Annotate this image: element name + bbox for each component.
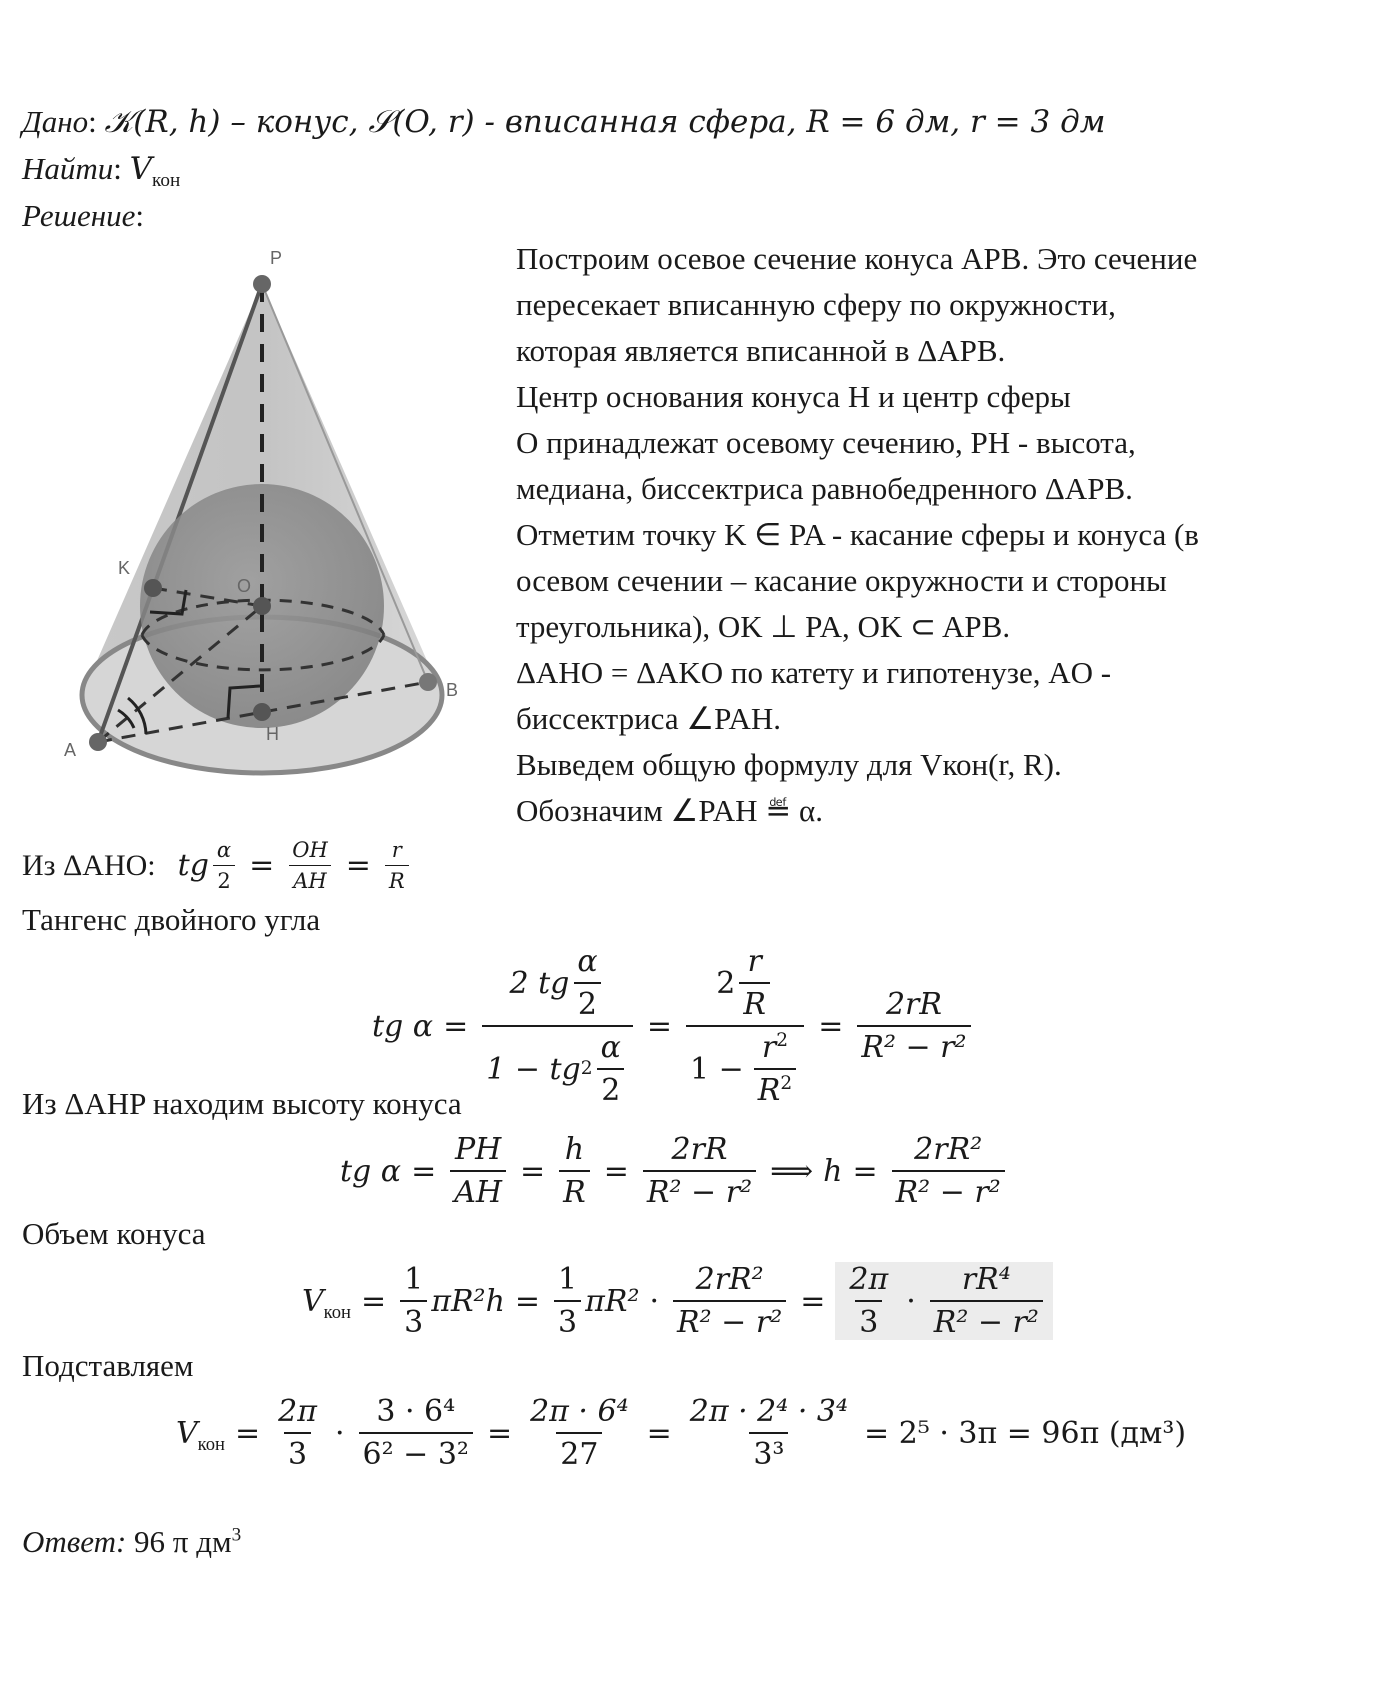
step2-R2: R xyxy=(757,1073,781,1108)
explanation-line: Отметим точку K ∈ PA - касание сферы и конуса (в xyxy=(516,517,1199,552)
step3-h: h xyxy=(564,1132,585,1167)
step5-c-num: 2π · 6⁴ xyxy=(530,1394,629,1429)
step3-h-lhs: h xyxy=(823,1153,843,1189)
step3-h-num: 2rR² xyxy=(914,1132,983,1167)
step3-num: 2rR xyxy=(671,1132,728,1167)
explanation-line: медиана, биссектриса равнобедренного ΔAPB. xyxy=(516,471,1133,506)
explanation-line: O принадлежат осевому сечению, PH - высота, xyxy=(516,425,1136,460)
answer-line xyxy=(22,1526,241,1557)
step3-h-den: R² − r² xyxy=(892,1170,1005,1210)
point-h xyxy=(253,703,271,721)
step1-alpha: α xyxy=(216,838,232,862)
solution-label: Решение xyxy=(22,198,136,233)
step4-equation: $V_{кон}$ = $\frac{1}{3}$ πR²h = $\frac{1}{3}$ πR² · $\frac{\text{2rR²}}{\text{R² − r²}}$ = $\frac{2\pi}{3}$ · $\frac{\text{rR⁴}}{\text{R² − r²}}$ xyxy=(302,1262,1053,1340)
step5-b-den: 6² − 3² xyxy=(359,1432,473,1472)
explanation-line: которая является вписанной в ΔAPB. xyxy=(516,333,1006,368)
step2-equation: tg α = 2 tg $\frac{\alpha}{2}$ 1 − tg 2 $\frac{\alpha}{2}$ = 2 $\frac{r}{R}$ 1 − $\frac{r^2}{R^2}$ = $\frac{2rR}{\text{R² − r²}}$ xyxy=(372,944,975,1108)
step5-sub: кон xyxy=(197,1433,226,1455)
step3-implies: ⟹ xyxy=(770,1153,814,1189)
step3-ah: AH xyxy=(450,1170,506,1210)
step1-tg: tg xyxy=(177,848,209,883)
find-v: V xyxy=(129,151,153,187)
step1-r: r xyxy=(391,838,402,862)
step4-f-num: 2rR² xyxy=(695,1262,764,1297)
answer-exp: 3 xyxy=(231,1524,242,1546)
step4-sub: кон xyxy=(323,1301,352,1323)
step1-r-over-R xyxy=(385,838,409,893)
step4-g-frac xyxy=(930,1262,1043,1340)
step5-d-den: 3³ xyxy=(749,1432,788,1472)
explanation-line: Центр основания конуса H и центр сферы xyxy=(516,379,1071,414)
explanation-line: треугольника), OK ⊥ PA, OK ⊂ APB. xyxy=(516,609,1011,644)
step2-alpha-den: α xyxy=(600,1030,621,1065)
label-b: B xyxy=(446,680,459,700)
step3-title xyxy=(22,1088,462,1119)
step4-pir2h: πR²h xyxy=(431,1283,505,1319)
step2-alpha: α xyxy=(577,944,598,979)
answer-value: 96 π дм xyxy=(134,1524,232,1559)
step2-two: 2 xyxy=(574,982,601,1022)
step2-res-num: 2rR xyxy=(885,987,942,1022)
solution-line: Решение: xyxy=(22,198,144,233)
point-p xyxy=(253,275,271,293)
explanation-line: Построим осевое сечение конуса APB. Это сечение xyxy=(516,241,1198,276)
given-label: Дано xyxy=(22,104,89,139)
step4-f-den: R² − r² xyxy=(673,1300,786,1340)
step2-r2: r xyxy=(761,1030,777,1065)
step4-three: 3 xyxy=(400,1300,427,1340)
step4-one: 1 xyxy=(404,1262,424,1297)
step1-oh: OH xyxy=(292,838,328,862)
find-sub: кон xyxy=(152,170,181,192)
step5-a xyxy=(274,1394,321,1472)
step5-a-den: 3 xyxy=(284,1432,311,1472)
step4-highlight: $\frac{2\pi}{3}$ · $\frac{\text{rR⁴}}{\text{R² − r²}}$ xyxy=(835,1262,1053,1340)
step2-one-minus: 1 − xyxy=(690,1051,744,1087)
step5-c xyxy=(526,1394,633,1472)
step5-d xyxy=(686,1394,852,1472)
point-k xyxy=(144,579,162,597)
step3-equation: tg α = $\frac{PH}{AH}$ = $\frac{h}{R}$ = $\frac{2rR}{\text{R² − r²}}$ ⟹ h = $\frac{\text{2rR²}}{\text{R² − r²}}$ xyxy=(340,1132,1009,1210)
step4-g-num: rR⁴ xyxy=(961,1262,1011,1297)
point-a xyxy=(89,733,107,751)
explanation-paragraph xyxy=(516,236,1376,834)
step3-h-over-R xyxy=(559,1132,590,1210)
step3-den: R² − r² xyxy=(643,1170,756,1210)
step5-a-num: 2π xyxy=(278,1394,317,1429)
step3-title-text: Из ΔAHP находим высоту конуса xyxy=(22,1086,462,1121)
step2-num1: 2 tg xyxy=(509,965,570,1001)
step4-v: V xyxy=(302,1283,324,1319)
step2-R: R xyxy=(739,982,770,1022)
step2-res-den: R² − r² xyxy=(857,1025,970,1065)
label-a: A xyxy=(64,740,77,760)
step2-den1-alpha xyxy=(597,1030,625,1108)
step1-R: R xyxy=(385,865,409,893)
step4-title: Объем конуса xyxy=(22,1216,206,1251)
find-label: Найти xyxy=(22,151,114,186)
explanation-line: пересекает вписанную сферу по окружности, xyxy=(516,287,1116,322)
explanation-line: осевом сечении – касание окружности и стороны xyxy=(516,563,1167,598)
cone-figure xyxy=(0,240,500,840)
point-b xyxy=(419,673,437,691)
step5-b xyxy=(359,1394,473,1472)
point-o xyxy=(253,597,271,615)
step5-b-num: 3 · 6⁴ xyxy=(376,1394,456,1429)
label-o: O xyxy=(237,576,252,596)
step2-num1-alpha xyxy=(573,944,601,1022)
step2-r: r xyxy=(747,944,762,979)
explanation-line: биссектриса ∠PAH. xyxy=(516,701,782,736)
step3-R: R xyxy=(559,1170,590,1210)
find-line: Найти: $V_{кон}$ xyxy=(22,151,181,192)
step2-r-over-R xyxy=(739,944,770,1022)
explanation-line: ΔAHO = ΔAKO по катету и гипотенузе, AO - xyxy=(516,655,1112,690)
explanation-line: Обозначим ∠PAH ≝ α. xyxy=(516,793,823,828)
step4-k-num: 2π xyxy=(849,1262,889,1297)
step4-pir2: πR² xyxy=(585,1283,640,1319)
step5-equation: $V_{кон}$ = $\frac{2\pi}{3}$ · $\frac{\text{3 · 6⁴}}{\text{6² − 3²}}$ = $\frac{\text{2π · 6⁴}}{27}$ = $\frac{\text{2π · 2⁴ · 3⁴}}{\text{3³}}$ = 2⁵ · 3π = 96π (дм³) xyxy=(176,1394,1187,1472)
step3-ph-ah xyxy=(450,1132,506,1210)
step3-lhs: tg α xyxy=(340,1153,402,1189)
step1-prefix: Из ΔAHO: xyxy=(22,848,156,882)
step4-g-den: R² − r² xyxy=(930,1300,1043,1340)
step2-sq-R: 2 xyxy=(780,1073,793,1094)
step5-title: Подставляем xyxy=(22,1348,194,1383)
step2-sq-r: 2 xyxy=(776,1030,789,1051)
step5-v: V xyxy=(176,1415,198,1451)
step2-r2-over-R2 xyxy=(754,1030,796,1108)
step2-two-den: 2 xyxy=(597,1068,624,1108)
step4-third-1 xyxy=(400,1262,427,1340)
step3-ph: PH xyxy=(454,1132,502,1167)
given-text: 𝒦(R, h) – конус, 𝒮(O, r) - вписанная сфера, R = 6 дм, r = 3 дм xyxy=(104,104,1106,140)
step2-frac2 xyxy=(686,944,804,1108)
given-line: Дано: 𝒦(R, h) – конус, 𝒮(O, r) - вписанная сфера, R = 6 дм, r = 3 дм xyxy=(22,104,1106,140)
step4-k-frac xyxy=(845,1262,892,1340)
step2-two-coef: 2 xyxy=(716,965,736,1001)
step5-d-num: 2π · 2⁴ · 3⁴ xyxy=(689,1394,849,1429)
step4-k-den: 3 xyxy=(855,1300,882,1340)
step2-title: Тангенс двойного угла xyxy=(22,902,321,937)
step4-h-frac xyxy=(673,1262,786,1340)
step1-two: 2 xyxy=(213,865,234,893)
step1-oh-ah xyxy=(288,838,332,893)
step2-lhs: tg α xyxy=(372,1008,434,1044)
step4-one-b: 1 xyxy=(558,1262,578,1297)
answer-label: Ответ: xyxy=(22,1524,127,1559)
label-k: K xyxy=(118,558,131,578)
step2-result xyxy=(857,987,970,1065)
step4-third-2 xyxy=(554,1262,581,1340)
step4-three-b: 3 xyxy=(554,1300,581,1340)
step1-equation: Из ΔAHO: tg $\frac{\alpha}{2}$ = $\frac{OH}{AH}$ = $\frac{r}{R}$ xyxy=(22,838,413,893)
explanation-line: Выведем общую формулу для Vкон(r, R). xyxy=(516,747,1062,782)
step3-frac xyxy=(643,1132,756,1210)
step2-frac1: 2 tg $\frac{\alpha}{2}$ 1 − tg 2 $\frac{\alpha}{2}$ xyxy=(482,944,633,1108)
step5-c-den: 27 xyxy=(556,1432,602,1472)
step3-h-frac xyxy=(892,1132,1005,1210)
step5-tail: = 2⁵ · 3π = 96π (дм³) xyxy=(864,1415,1187,1451)
step2-den1: 1 − tg xyxy=(486,1051,581,1087)
label-h: H xyxy=(266,724,279,744)
step1-alpha-half xyxy=(213,838,235,893)
label-p: P xyxy=(270,248,283,268)
step1-ah: AH xyxy=(289,865,330,893)
